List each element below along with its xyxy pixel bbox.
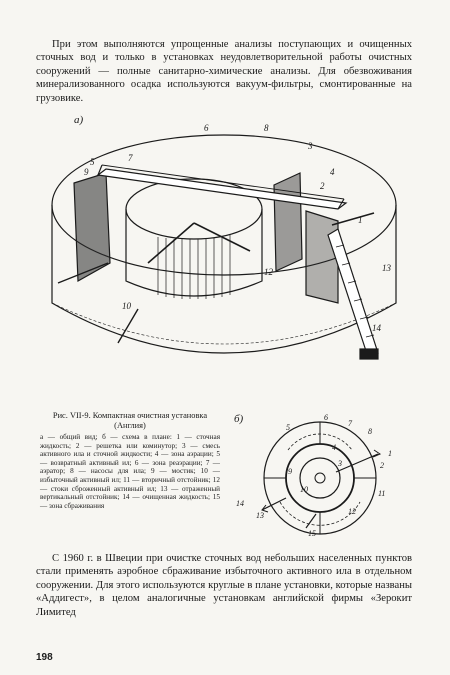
callout-a: 4 — [330, 167, 335, 177]
figure-b-label: б) — [234, 413, 244, 425]
inner-tank-wall — [126, 209, 262, 296]
callout-b: 5 — [286, 423, 290, 432]
top-paragraph: При этом выполняются упрощенные анализы поступающих и очищенных сточных вод и только в установках неудовлетворительной работы очистных сооружений — полные санитарно-химические анализы. Для обезвоживания минерализованного осадка используются вакуум-фильтры, смонтированные на грузовике. — [36, 39, 412, 104]
figure-caption — [40, 411, 220, 510]
bridge — [98, 169, 346, 209]
callout-b: 12 — [348, 507, 356, 516]
callout-a: 8 — [264, 123, 269, 133]
callout-b: 10 — [300, 485, 308, 494]
callout-a: 5 — [90, 157, 95, 167]
callout-a: 1 — [358, 215, 363, 225]
callout-a: 3 — [308, 141, 313, 151]
callout-b: 4 — [332, 443, 336, 452]
plan-center — [315, 473, 325, 483]
callout-b: 11 — [378, 489, 386, 498]
callout-a: 2 — [320, 181, 325, 191]
caption-legend: а — общий вид; б — схема в плане: 1 — сточная жидкость; 2 — решетка или коминутор; 3 — смесь активного ила и сточной жидкости; 4 — зона аэрации; 5 — возвратный активный ил; 6 — зона реаэрации; 7 — аэратор; 8 — насосы для ила; 9 — мостик; 10 — избыточный активный ил; 11 — вторичный отстойник; 12 — стоки сброженный активный ил; 13 — отраженный вертикальный отстойник; 14 — очищенная жидкость; 15 — зона сбраживания — [40, 433, 220, 510]
callout-b: 7 — [348, 419, 352, 428]
callout-b: 15 — [308, 529, 316, 538]
bottom-paragraph: С 1960 г. в Швеции при очистке сточных вод небольших населенных пунктов стали применять аэробное сбраживание избыточного активного ила в отдельном сооружении. Для этого используются круглые в плане установки, которые названы «Аддигест», в целом аналогичные установкам английской фирмы «Зерокит Лимитед — [36, 553, 412, 618]
callout-b: 13 — [256, 511, 264, 520]
caption-title: Рис. VII-9. Компактная очистная установка (Англия) — [52, 411, 208, 430]
callout-a: 6 — [204, 123, 209, 133]
callout-b: 8 — [368, 427, 372, 436]
plan-aeration-ring — [286, 444, 354, 512]
callout-a: 13 — [382, 263, 391, 273]
figure-b-plan-view — [228, 410, 412, 540]
right-partition — [274, 173, 302, 271]
figure-a-label: а) — [74, 114, 84, 126]
callout-a: 9 — [84, 167, 89, 177]
page-number: 198 — [36, 652, 53, 663]
callout-b: 1 — [388, 449, 392, 458]
callout-a: 12 — [264, 267, 273, 277]
callout-a: 7 — [128, 153, 133, 163]
callout-a: 14 — [372, 323, 381, 333]
callout-b: 2 — [380, 461, 384, 470]
callout-b: 6 — [324, 413, 328, 422]
callout-a: 10 — [122, 301, 131, 311]
figure-a-general-view — [38, 113, 410, 405]
callout-b: 9 — [288, 467, 292, 476]
callout-b: 3 — [338, 459, 342, 468]
callout-b: 14 — [236, 499, 244, 508]
